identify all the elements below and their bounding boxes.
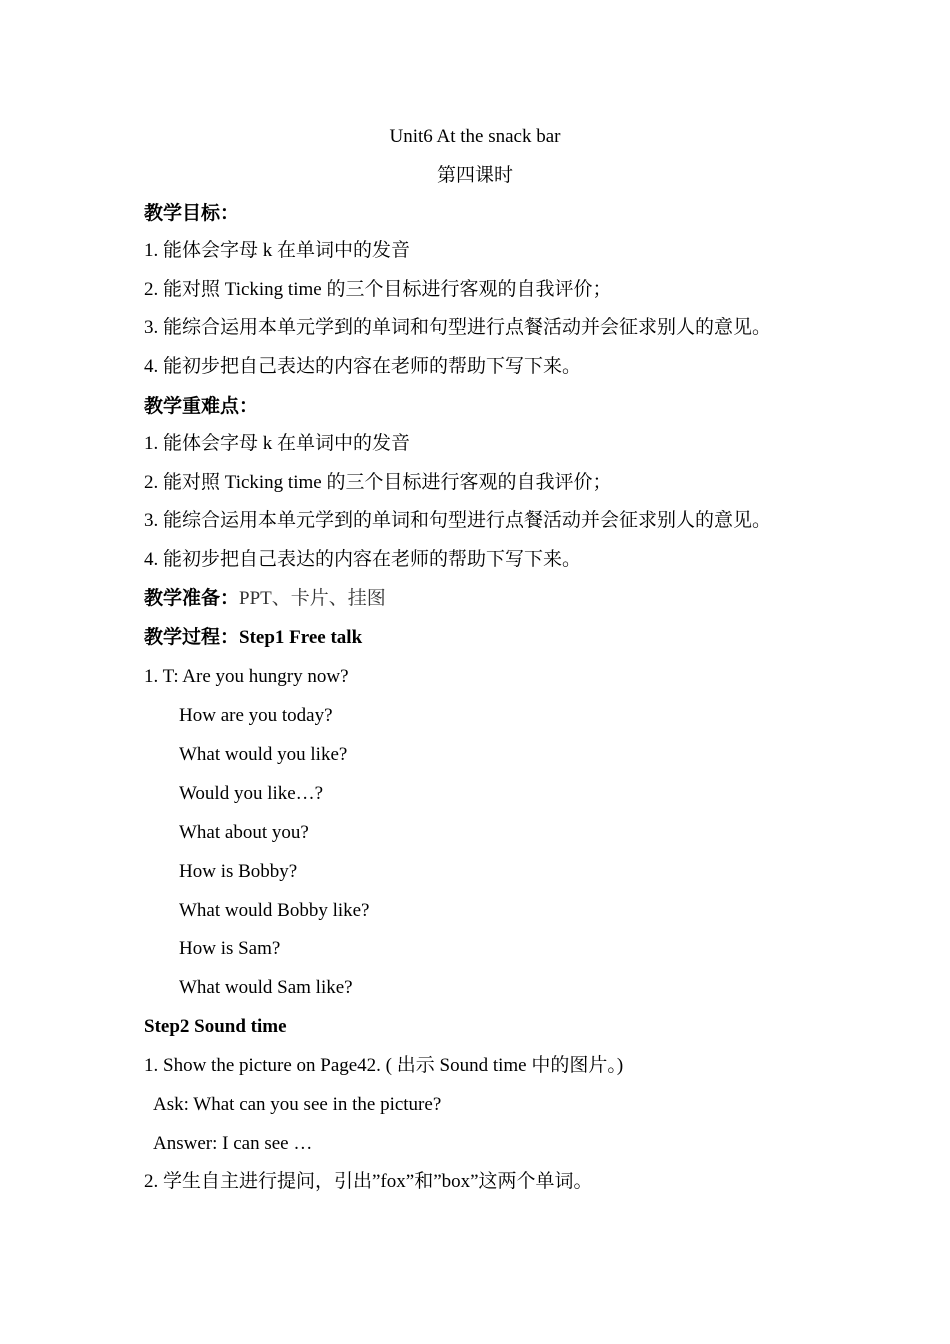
dialogue-line: What would you like?: [179, 744, 348, 765]
step1-first-line: 1. T: Are you hungry now?: [144, 666, 349, 687]
objective-item: 2. 能对照 Ticking time 的三个目标进行客观的自我评价；: [144, 279, 612, 300]
key-point-item: 3. 能综合运用本单元学到的单词和句型进行点餐活动并会征求别人的意见。: [144, 510, 772, 531]
step2-item: 2. 学生自主进行提问，引出”fox”和”box”这两个单词。: [144, 1171, 593, 1192]
key-point-item: 2. 能对照 Ticking time 的三个目标进行客观的自我评价；: [144, 472, 612, 493]
objectives-heading: 教学目标：: [144, 203, 240, 224]
preparation-value: PPT、卡片、挂图: [239, 588, 386, 609]
lesson-subtitle: 第四课时: [436, 165, 513, 186]
key-points-heading: 教学重难点：: [144, 396, 259, 417]
preparation-heading: 教学准备：: [144, 588, 240, 609]
dialogue-line: How are you today?: [179, 705, 333, 726]
dialogue-line: What would Sam like?: [179, 977, 353, 998]
key-point-item: 1. 能体会字母 k 在单词中的发音: [144, 433, 411, 454]
dialogue-line: What would Bobby like?: [179, 900, 370, 921]
dialogue-line: What about you?: [179, 822, 309, 843]
objective-item: 3. 能综合运用本单元学到的单词和句型进行点餐活动并会征求别人的意见。: [144, 317, 772, 338]
process-heading: 教学过程：: [144, 627, 240, 648]
step1-title: Step1 Free talk: [239, 627, 363, 648]
objective-item: 4. 能初步把自己表达的内容在老师的帮助下写下来。: [144, 356, 582, 377]
document-title: Unit6 At the snack bar: [389, 126, 561, 147]
process-line: [144, 626, 362, 650]
dialogue-line: How is Bobby?: [179, 861, 298, 882]
objective-item: 1. 能体会字母 k 在单词中的发音: [144, 240, 411, 261]
step2-item: 1. Show the picture on Page42. ( 出示 Sound time 中的图片。): [144, 1055, 624, 1076]
step2-title: Step2 Sound time: [144, 1016, 287, 1037]
preparation-line: [144, 587, 386, 611]
step2-answer: Answer: I can see …: [153, 1133, 313, 1154]
step2-ask: Ask: What can you see in the picture?: [153, 1094, 442, 1115]
dialogue-line: How is Sam?: [179, 938, 281, 959]
dialogue-line: Would you like…?: [179, 783, 324, 804]
key-point-item: 4. 能初步把自己表达的内容在老师的帮助下写下来。: [144, 549, 582, 570]
